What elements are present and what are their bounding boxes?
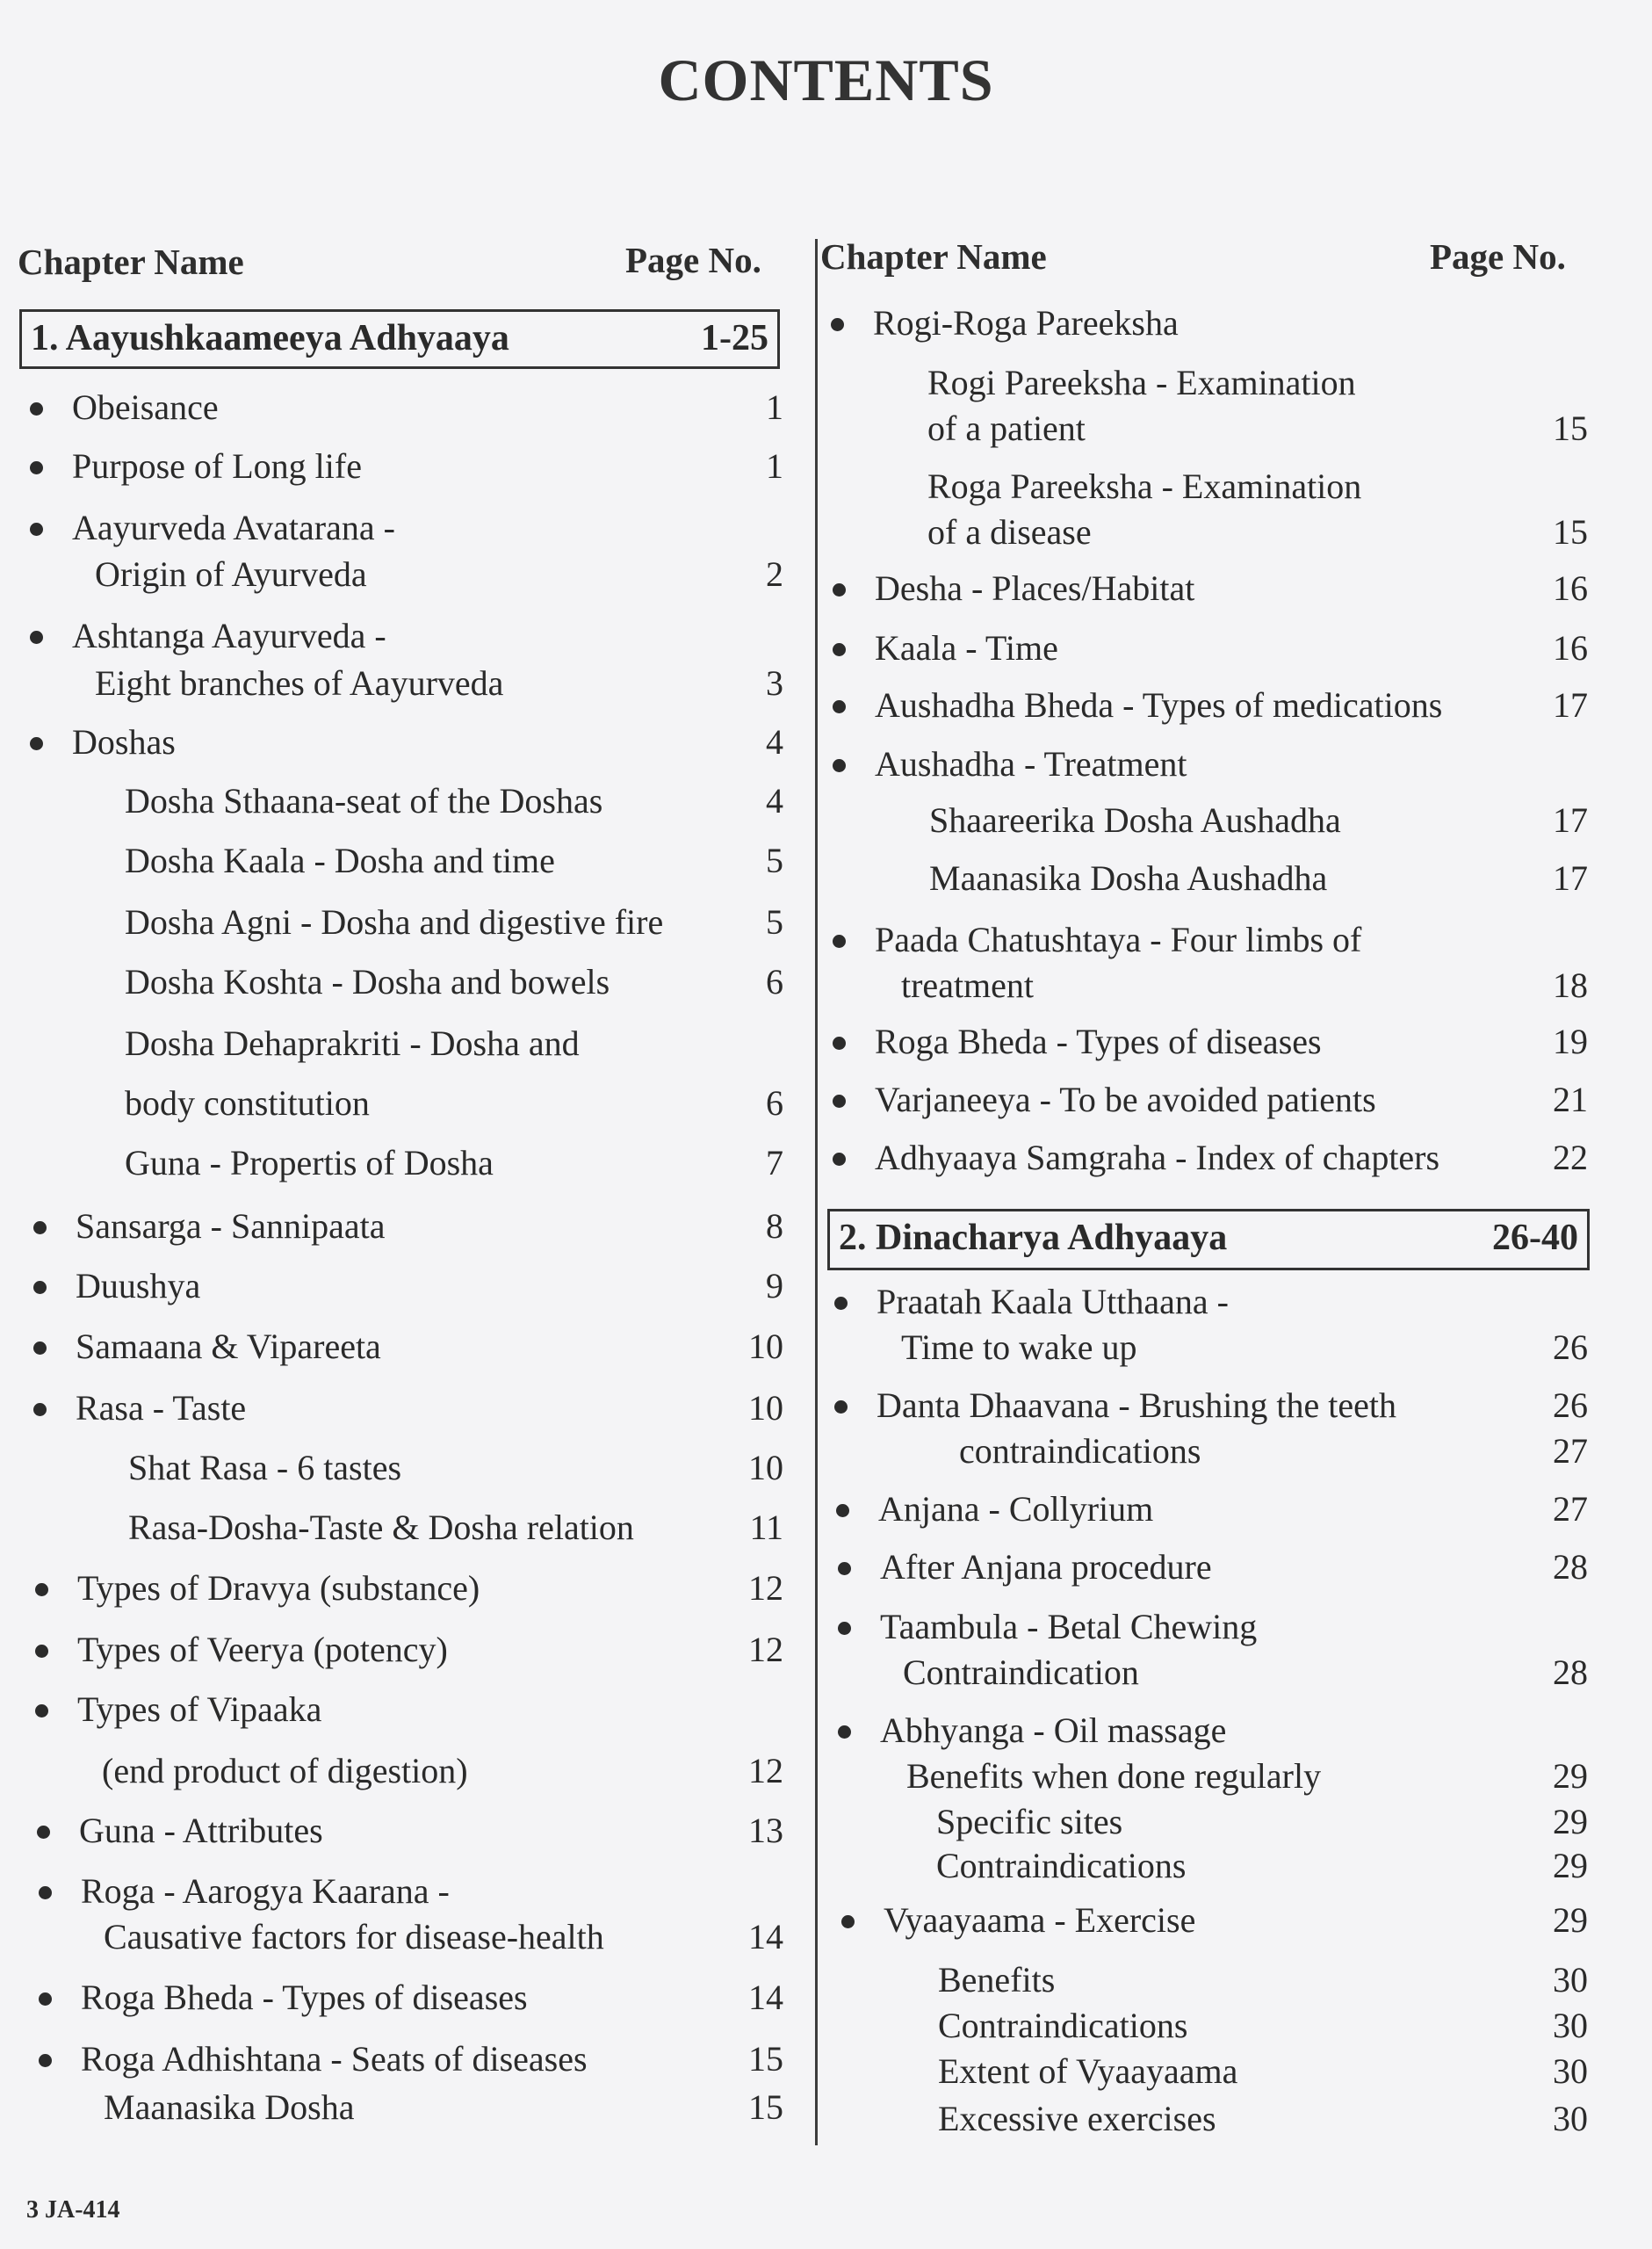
toc-entry: Rasa - Taste [76, 1388, 247, 1428]
toc-entry-continuation: Eight branches of Aayurveda [95, 663, 504, 703]
toc-entry: Shaareerika Dosha Aushadha [929, 800, 1341, 840]
bullet-icon [834, 1400, 848, 1414]
bullet-icon [33, 1281, 47, 1294]
page-number: 30 [1553, 2099, 1588, 2138]
bullet-icon [35, 1583, 48, 1596]
page-number: 28 [1553, 1652, 1588, 1692]
page-number: 4 [766, 781, 783, 821]
chapter-2-pages: 26-40 [1492, 1218, 1578, 1258]
page-number: 27 [1553, 1431, 1588, 1471]
toc-entry: Contraindications [936, 1846, 1187, 1885]
chapter-1-box [19, 309, 780, 369]
toc-entry: Dosha Sthaana-seat of the Doshas [125, 781, 603, 821]
bullet-icon [833, 935, 846, 948]
bullet-icon [833, 1153, 846, 1166]
bullet-icon [841, 1915, 855, 1928]
toc-entry: Roga - Aarogya Kaarana - [81, 1871, 450, 1911]
toc-entry: Doshas [72, 722, 176, 762]
page-number: 15 [748, 2087, 783, 2127]
page-number: 17 [1553, 858, 1588, 898]
toc-entry-continuation: Maanasika Dosha [104, 2087, 355, 2127]
page-number: 17 [1553, 685, 1588, 725]
toc-entry: Dosha Agni - Dosha and digestive fire [125, 902, 664, 942]
bullet-icon [834, 1297, 848, 1310]
toc-entry: Excessive exercises [938, 2099, 1216, 2138]
page-number: 10 [748, 1388, 783, 1428]
toc-entry: Aushadha - Treatment [875, 744, 1187, 784]
bullet-icon [833, 643, 846, 656]
page-number: 1 [766, 387, 783, 427]
toc-entry: Vyaayaama - Exercise [884, 1900, 1196, 1940]
toc-entry: Types of Dravya (substance) [77, 1568, 480, 1608]
page-number: 16 [1553, 628, 1588, 668]
left-chapter-name-header: Chapter Name [18, 242, 244, 282]
bullet-icon [39, 2054, 52, 2067]
page-number: 8 [766, 1206, 783, 1246]
bullet-icon [33, 1221, 47, 1234]
page-number: 15 [748, 2039, 783, 2079]
page-number: 12 [748, 1568, 783, 1608]
toc-entry: Benefits when done regularly [906, 1756, 1322, 1796]
toc-entry-continuation: (end product of digestion) [102, 1751, 468, 1790]
bullet-icon [39, 1992, 52, 2006]
page-number: 30 [1553, 2051, 1588, 2091]
page-number: 12 [748, 1630, 783, 1669]
toc-entry: Roga Adhishtana - Seats of diseases [81, 2039, 588, 2079]
bullet-icon [30, 631, 43, 644]
toc-entry: Roga Pareeksha - Examination [927, 466, 1362, 506]
toc-entry-continuation: of a disease [927, 512, 1092, 552]
right-page-no-header: Page No. [1430, 236, 1566, 277]
toc-entry-continuation: Causative factors for disease-health [104, 1917, 604, 1956]
toc-entry: Obeisance [72, 387, 219, 427]
bullet-icon [833, 700, 846, 713]
bullet-icon [30, 523, 43, 536]
page-number: 13 [748, 1811, 783, 1850]
toc-entry: Ashtanga Aayurveda - [72, 616, 386, 655]
page-number: 26 [1553, 1327, 1588, 1367]
toc-entry: Taambula - Betal Chewing [880, 1607, 1258, 1646]
page-number: 10 [748, 1448, 783, 1487]
bullet-icon [30, 461, 43, 474]
page-number: 19 [1553, 1022, 1588, 1061]
page-number: 27 [1553, 1489, 1588, 1529]
bullet-icon [30, 737, 43, 750]
bullet-icon [37, 1826, 50, 1839]
chapter-1-pages: 1-25 [701, 318, 768, 358]
toc-entry: Desha - Places/Habitat [875, 568, 1195, 608]
page-number: 1 [766, 446, 783, 486]
bullet-icon [39, 1886, 52, 1899]
toc-entry: Kaala - Time [875, 628, 1058, 668]
right-chapter-name-header: Chapter Name [820, 236, 1047, 277]
toc-entry-continuation: Contraindication [903, 1652, 1139, 1692]
toc-entry: Duushya [76, 1266, 201, 1305]
toc-entry: Dosha Koshta - Dosha and bowels [125, 962, 610, 1002]
toc-entry-continuation: Origin of Ayurveda [95, 554, 367, 594]
toc-entry: Roga Bheda - Types of diseases [875, 1022, 1322, 1061]
page-number: 4 [766, 722, 783, 762]
toc-entry: Adhyaaya Samgraha - Index of chapters [875, 1138, 1440, 1177]
bullet-icon [838, 1725, 851, 1739]
page-number: 6 [766, 962, 783, 1002]
toc-entry-continuation: contraindications [959, 1431, 1201, 1471]
page-number: 30 [1553, 2006, 1588, 2045]
bullet-icon [838, 1622, 851, 1635]
bullet-icon [831, 318, 844, 331]
toc-entry: Aushadha Bheda - Types of medications [875, 685, 1443, 725]
page-number: 2 [766, 554, 783, 594]
toc-entry-continuation: Time to wake up [901, 1327, 1137, 1367]
page-number: 30 [1553, 1960, 1588, 2000]
page-number: 7 [766, 1143, 783, 1182]
page-number: 14 [748, 1978, 783, 2017]
page-number: 10 [748, 1327, 783, 1366]
toc-entry: Types of Vipaaka [77, 1689, 322, 1729]
toc-entry: Roga Bheda - Types of diseases [81, 1978, 528, 2017]
page-number: 3 [766, 663, 783, 703]
toc-entry: Samaana & Vipareeta [76, 1327, 381, 1366]
footer-code: 3 JA-414 [26, 2196, 120, 2224]
bullet-icon [35, 1645, 48, 1658]
page-number: 11 [749, 1508, 783, 1547]
page-number: 15 [1553, 409, 1588, 448]
bullet-icon [33, 1403, 47, 1416]
page-number: 22 [1553, 1138, 1588, 1177]
toc-entry: Dosha Kaala - Dosha and time [125, 841, 555, 880]
page-number: 5 [766, 841, 783, 880]
page-number: 18 [1553, 965, 1588, 1005]
toc-entry-continuation: of a patient [927, 409, 1086, 448]
bullet-icon [833, 1095, 846, 1108]
toc-entry-continuation: treatment [901, 965, 1035, 1005]
toc-entry: Dosha Dehaprakriti - Dosha and [125, 1023, 580, 1063]
page-number: 5 [766, 902, 783, 942]
bullet-icon [30, 402, 43, 416]
toc-entry: Maanasika Dosha Aushadha [929, 858, 1328, 898]
toc-entry: Guna - Attributes [79, 1811, 323, 1850]
bullet-icon [838, 1562, 851, 1575]
toc-entry: Extent of Vyaayaama [938, 2051, 1238, 2091]
toc-entry: Danta Dhaavana - Brushing the teeth [876, 1385, 1397, 1425]
toc-entry: Rogi-Roga Pareeksha [873, 303, 1179, 343]
bullet-icon [836, 1504, 849, 1517]
page-number: 6 [766, 1083, 783, 1123]
page-number: 16 [1553, 568, 1588, 608]
chapter-1-title: 1. Aayushkaameeya Adhyaaya [31, 318, 509, 358]
toc-entry: Paada Chatushtaya - Four limbs of [875, 920, 1362, 959]
toc-entry: Abhyanga - Oil massage [880, 1710, 1227, 1750]
bullet-icon [35, 1704, 48, 1717]
page-number: 12 [748, 1751, 783, 1790]
chapter-2-title: 2. Dinacharya Adhyaaya [839, 1218, 1228, 1258]
page-number: 9 [766, 1266, 783, 1305]
toc-entry: Varjaneeya - To be avoided patients [875, 1080, 1376, 1119]
toc-entry: Types of Veerya (potency) [77, 1630, 448, 1669]
toc-entry: Benefits [938, 1960, 1056, 2000]
bullet-icon [33, 1341, 47, 1355]
page-number: 29 [1553, 1756, 1588, 1796]
page-title: CONTENTS [658, 47, 994, 113]
toc-entry: Sansarga - Sannipaata [76, 1206, 386, 1246]
bullet-icon [833, 1037, 846, 1050]
toc-entry: Purpose of Long life [72, 446, 362, 486]
toc-entry: Praatah Kaala Utthaana - [876, 1282, 1229, 1321]
toc-entry: After Anjana procedure [880, 1547, 1212, 1587]
page-number: 15 [1553, 512, 1588, 552]
toc-entry: Guna - Propertis of Dosha [125, 1143, 494, 1182]
left-page-no-header: Page No. [625, 240, 761, 280]
toc-entry: Rogi Pareeksha - Examination [927, 363, 1356, 402]
page-number: 29 [1553, 1846, 1588, 1885]
page-number: 14 [748, 1917, 783, 1956]
page-number: 17 [1553, 800, 1588, 840]
page-number: 28 [1553, 1547, 1588, 1587]
toc-entry: Aayurveda Avatarana - [72, 508, 395, 547]
page-number: 29 [1553, 1802, 1588, 1841]
page-number: 26 [1553, 1385, 1588, 1425]
bullet-icon [833, 583, 846, 597]
toc-entry: Shat Rasa - 6 tastes [128, 1448, 402, 1487]
toc-entry: Rasa-Dosha-Taste & Dosha relation [128, 1508, 634, 1547]
toc-entry: Anjana - Collyrium [878, 1489, 1154, 1529]
page-number: 21 [1553, 1080, 1588, 1119]
chapter-2-box [827, 1209, 1590, 1270]
page-number: 29 [1553, 1900, 1588, 1940]
bullet-icon [833, 759, 846, 772]
toc-entry-continuation: body constitution [125, 1083, 370, 1123]
column-divider [815, 239, 818, 2145]
toc-entry: Contraindications [938, 2006, 1188, 2045]
toc-entry: Specific sites [936, 1802, 1123, 1841]
